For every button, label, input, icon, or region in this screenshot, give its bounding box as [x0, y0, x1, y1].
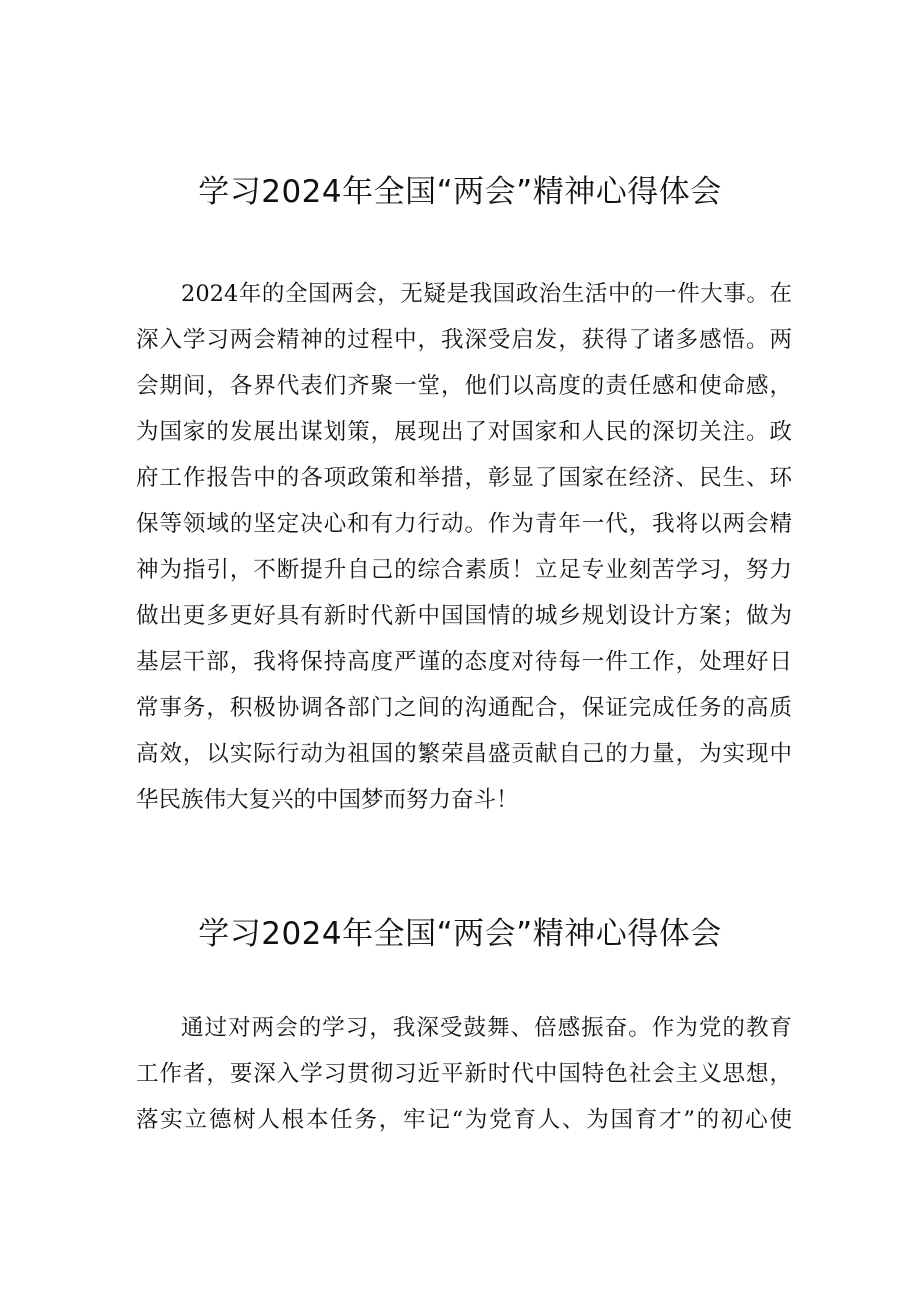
- line-text: 常事务，积极协调各部门之间的沟通配合，保证完成任务的高质: [136, 695, 792, 721]
- section-2-title: 学习2024年全国“两会”精神心得体会: [198, 916, 722, 952]
- line-text: 落实立德树人根本任务，牢记“为党育人、为国育才”的初心使: [136, 1107, 792, 1133]
- line-text: 做出更多更好具有新时代新中国国情的城乡规划设计方案；做为: [136, 603, 792, 629]
- paragraph-line: [0, 1103, 920, 1137]
- paragraph-line: [0, 369, 920, 403]
- section-1-title: 学习2024年全国“两会”精神心得体会: [198, 174, 722, 210]
- line-text: 2024年的全国两会，无疑是我国政治生活中的一件大事。在: [181, 281, 792, 307]
- line-text: 深入学习两会精神的过程中，我深受启发，获得了诸多感悟。两: [136, 327, 792, 353]
- paragraph-line: [0, 737, 920, 771]
- paragraph-line: [0, 645, 920, 679]
- paragraph-line: [0, 277, 920, 311]
- paragraph-line: [0, 1011, 920, 1045]
- line-text: 府工作报告中的各项政策和举措，彰显了国家在经济、民生、环: [136, 465, 792, 491]
- paragraph-line: [0, 553, 920, 587]
- paragraph-line: [0, 783, 920, 817]
- line-text: 会期间，各界代表们齐聚一堂，他们以高度的责任感和使命感，: [136, 373, 792, 399]
- paragraph-line: [0, 461, 920, 495]
- line-text: 保等领域的坚定决心和有力行动。作为青年一代，我将以两会精: [136, 511, 792, 537]
- paragraph-line: [0, 1057, 920, 1091]
- line-text: 华民族伟大复兴的中国梦而努力奋斗！: [136, 787, 519, 813]
- line-text: 工作者，要深入学习贯彻习近平新时代中国特色社会主义思想，: [136, 1061, 792, 1087]
- paragraph-line: [0, 507, 920, 541]
- paragraph-line: [0, 415, 920, 449]
- line-text: 高效，以实际行动为祖国的繁荣昌盛贡献自己的力量，为实现中: [136, 741, 792, 767]
- line-text: 基层干部，我将保持高度严谨的态度对待每一件工作，处理好日: [136, 649, 792, 675]
- line-text: 为国家的发展出谋划策，展现出了对国家和人民的深切关注。政: [136, 419, 792, 445]
- line-text: 神为指引，不断提升自己的综合素质！立足专业刻苦学习，努力: [136, 557, 792, 583]
- paragraph-line: [0, 691, 920, 725]
- line-text: 通过对两会的学习，我深受鼓舞、倍感振奋。作为党的教育: [181, 1015, 792, 1041]
- paragraph-line: [0, 599, 920, 633]
- paragraph-line: [0, 323, 920, 357]
